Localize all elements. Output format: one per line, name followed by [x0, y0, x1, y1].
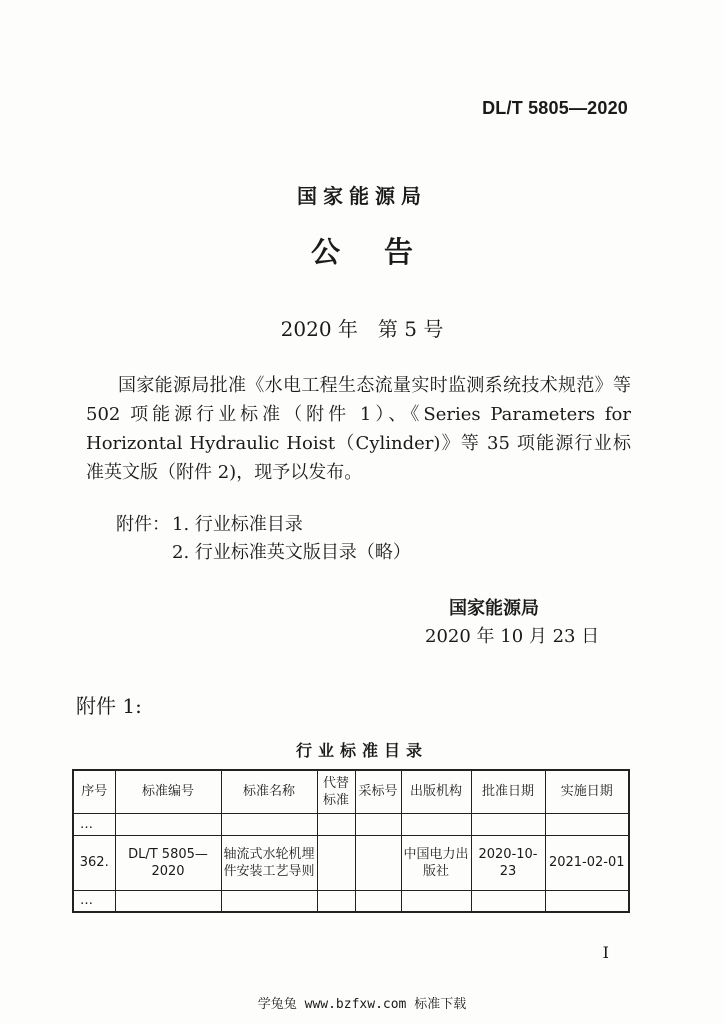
table-cell: … [73, 890, 115, 912]
attachment-item: 1. 行业标准目录 [172, 514, 303, 535]
table-cell [317, 890, 355, 912]
page-number: I [602, 943, 609, 962]
table-cell [401, 890, 471, 912]
document-code: DL/T 5805—2020 [482, 98, 628, 118]
table-cell: … [73, 813, 115, 835]
table-cell [221, 813, 317, 835]
annex-title: 附件 1: [76, 694, 142, 718]
table-row [73, 835, 629, 890]
table-cell [545, 813, 629, 835]
attachment-item: 2. 行业标准英文版目录（略） [172, 542, 411, 563]
table-cell [355, 890, 401, 912]
column-header: 批准日期 [471, 770, 545, 813]
column-header: 采标号 [355, 770, 401, 813]
table-cell: 362. [73, 835, 115, 890]
table-cell [401, 813, 471, 835]
column-header: 实施日期 [545, 770, 629, 813]
column-header: 标准名称 [221, 770, 317, 813]
announcement-title: 公告 [310, 235, 457, 269]
table-cell [317, 813, 355, 835]
issuer-title: 国家能源局 [297, 184, 427, 208]
table-row [73, 813, 629, 835]
table-row [73, 890, 629, 912]
table-cell [115, 813, 221, 835]
footer-watermark: 学兔兔 www.bzfxw.com 标准下载 [257, 997, 467, 1012]
table-cell: 中国电力出版社 [401, 835, 471, 890]
table-cell: 2021-02-01 [545, 835, 629, 890]
signature-org: 国家能源局 [449, 598, 539, 619]
table-cell: 2020-10-23 [471, 835, 545, 890]
table-cell [221, 890, 317, 912]
table-cell [115, 890, 221, 912]
signature-date: 2020 年 10 月 23 日 [425, 626, 600, 647]
standards-table [72, 769, 630, 913]
column-header: 代替标准 [317, 770, 355, 813]
column-header: 标准编号 [115, 770, 221, 813]
column-header: 序号 [73, 770, 115, 813]
announcement-body: 国家能源局批准《水电工程生态流量实时监测系统技术规范》等 502 项能源行业标准（附件 1）、《Series Parameters for Horizontal Hydraulic Hoist（Cylinder)》等 35 项能源行业标准英文版（附件 2)，现予以发布。 [86, 375, 631, 483]
table-cell [317, 835, 355, 890]
table-cell: 轴流式水轮机埋件安装工艺导则 [221, 835, 317, 890]
table-cell [471, 890, 545, 912]
table-cell [355, 835, 401, 890]
table-cell: DL/T 5805—2020 [115, 835, 221, 890]
issue-number: 2020 年 第 5 号 [280, 317, 444, 341]
column-header: 出版机构 [401, 770, 471, 813]
table-cell [355, 813, 401, 835]
attachments-label: 附件： [116, 514, 170, 535]
table-header-row [73, 770, 629, 813]
table-cell [471, 813, 545, 835]
table-title: 行业标准目录 [295, 741, 428, 760]
table-cell [545, 890, 629, 912]
